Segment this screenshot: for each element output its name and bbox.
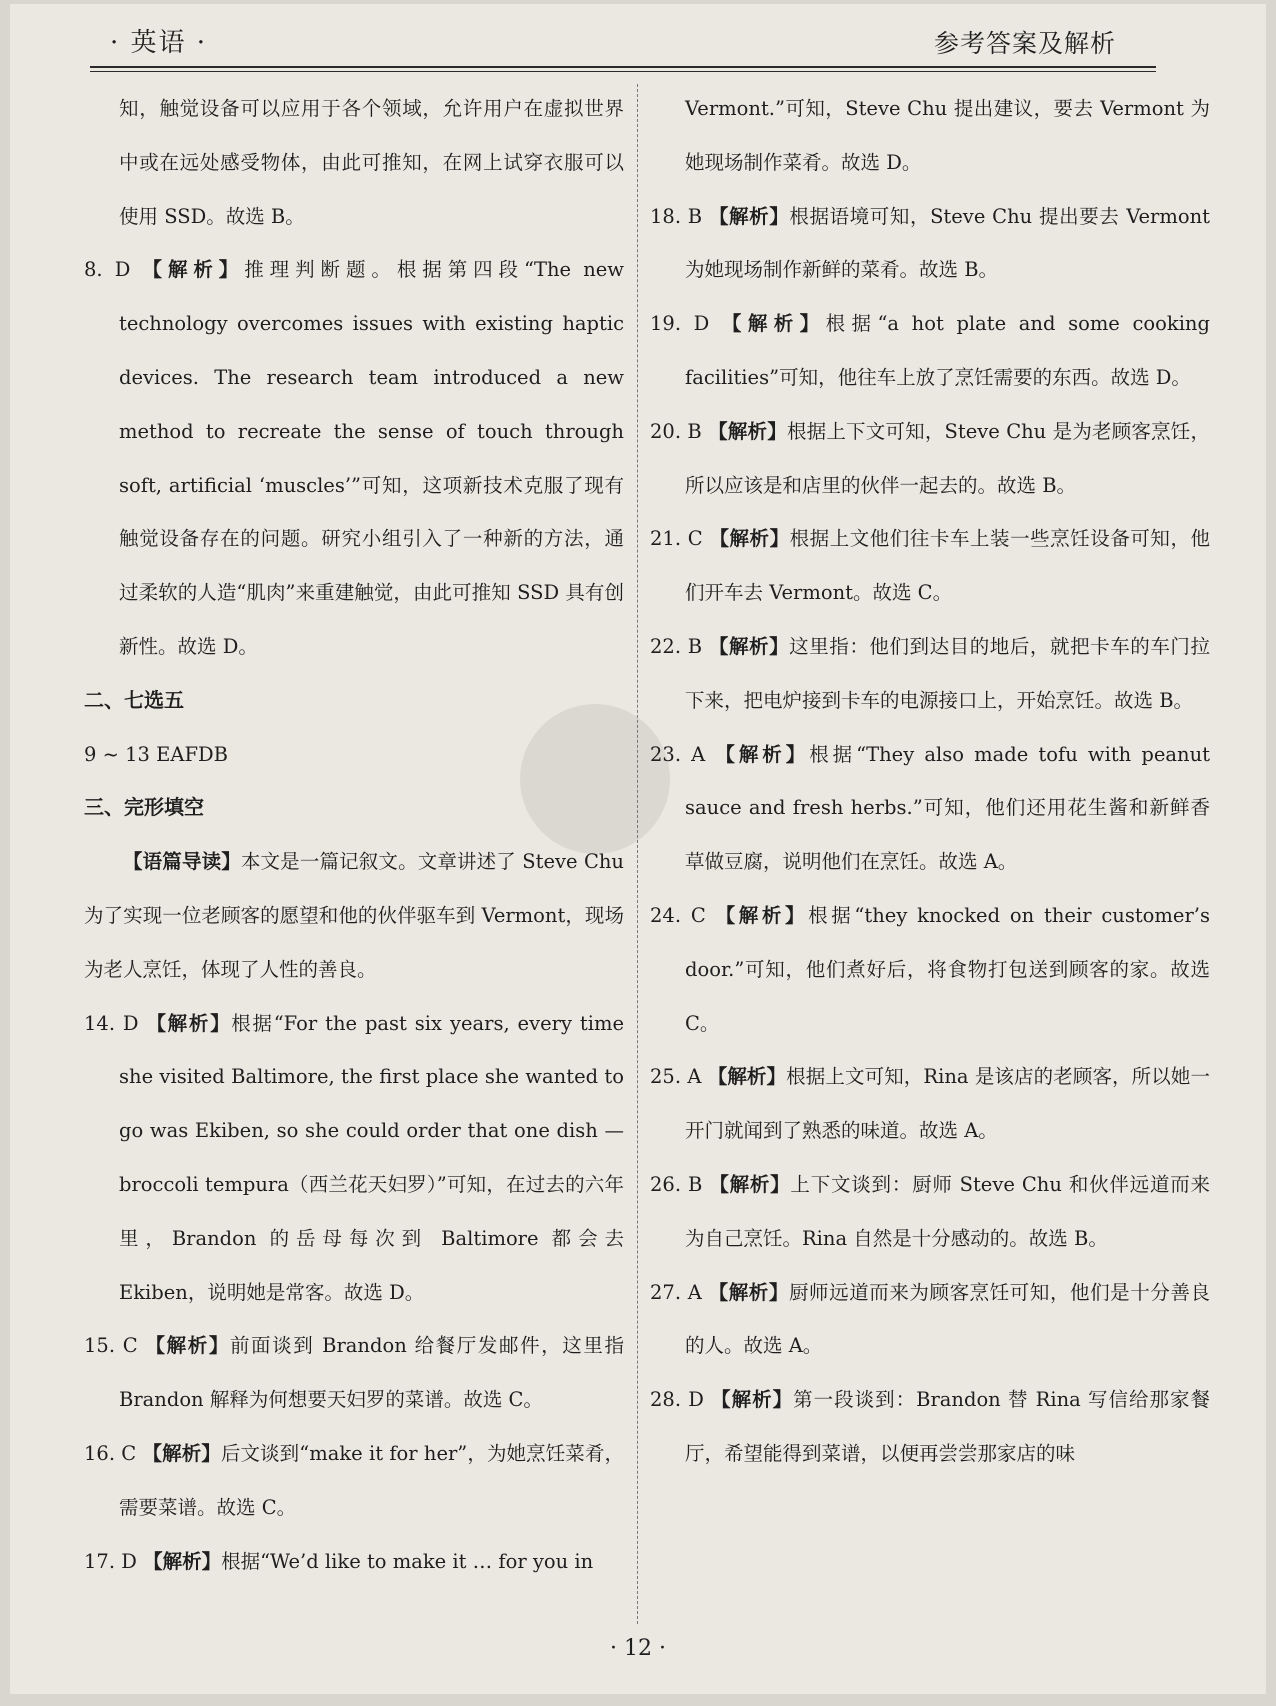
answer-item-26 — [650, 1158, 1210, 1266]
answer-item-16 — [84, 1427, 624, 1535]
page-header — [10, 4, 1266, 74]
column-divider — [637, 84, 638, 1624]
header-rule-thin — [90, 71, 1156, 72]
answer-number: 26. B — [650, 1172, 703, 1196]
analysis-text: 根据“They also made tofu with peanut sauce and fresh herbs.”可知，他们还用花生酱和新鲜香草做豆腐，说明他们在烹饪。故选 A。 — [685, 742, 1210, 874]
analysis-tag: 【解析】 — [708, 634, 790, 658]
continued-paragraph: Vermont.”可知，Steve Chu 提出建议，要去 Vermont 为她现场制作菜肴。故选 D。 — [685, 97, 1210, 174]
header-rule — [90, 66, 1156, 68]
answer-number: 22. B — [650, 634, 703, 658]
analysis-tag: 【解析】 — [707, 1065, 787, 1089]
left-column — [84, 82, 624, 1622]
analysis-tag: 【解析】 — [721, 312, 826, 336]
answer-item-15 — [84, 1319, 624, 1427]
answer-item-17 — [84, 1535, 624, 1589]
answer-item-8 — [84, 243, 624, 673]
answer-item-21 — [650, 512, 1210, 620]
analysis-tag: 【解析】 — [145, 1334, 230, 1358]
analysis-text: 根据上下文可知，Steve Chu 是为老顾客烹饪，所以应该是和店里的伙伴一起去的。故选 B。 — [685, 419, 1210, 497]
answer-number: 23. A — [650, 742, 706, 766]
analysis-tag: 【解析】 — [708, 1280, 789, 1304]
analysis-text: 根据语境可知，Steve Chu 提出要去 Vermont 为她现场制作新鲜的菜肴。故选 B。 — [685, 204, 1210, 282]
analysis-text: 根据“For the past six years, every time she visited Baltimore, the first place she wanted to go was Ekiben, so she could order that one dish — broccoli tempura（西兰花天妇罗）”可知，在过去的六年里，Brandon 的岳母每次到 Baltimore 都会去 Ekiben，说明她是常客。故选 D。 — [119, 1011, 624, 1304]
answer-number: 18. B — [650, 204, 703, 228]
analysis-text: 第一段谈到：Brandon 替 Rina 写信给那家餐厅，希望能得到菜谱，以便再尝尝那家店的味 — [685, 1388, 1210, 1465]
analysis-text: 根据上文他们往卡车上装一些烹饪设备可知，他们开车去 Vermont。故选 C。 — [685, 527, 1210, 605]
answer-number: 15. C — [84, 1334, 138, 1358]
continued-paragraph: 知，触觉设备可以应用于各个领域，允许用户在虚拟世界中或在远处感受物体，由此可推知，在网上试穿衣服可以使用 SSD。故选 B。 — [119, 97, 624, 228]
answer-item-24 — [650, 889, 1210, 1050]
answer-number: 16. C — [84, 1441, 137, 1465]
analysis-tag: 【解析】 — [142, 1441, 221, 1465]
section-title: 参考答案及解析 — [933, 29, 1116, 58]
answer-number: 24. C — [650, 903, 706, 927]
analysis-text: 根据“they knocked on their customer’s door.”可知，他们煮好后，将食物打包送到顾客的家。故选 C。 — [685, 903, 1210, 1035]
analysis-tag: 【解析】 — [709, 527, 790, 551]
analysis-text: 前面谈到 Brandon 给餐厅发邮件，这里指 Brandon 解释为何想要天妇罗的菜谱。故选 C。 — [119, 1334, 624, 1412]
answer-item-22 — [650, 620, 1210, 728]
analysis-text: 这里指：他们到达目的地后，就把卡车的车门拉下来，把电炉接到卡车的电源接口上，开始烹饪。故选 B。 — [685, 634, 1210, 712]
answer-number: 14. D — [84, 1011, 139, 1035]
analysis-text: 上下文谈到：厨师 Steve Chu 和伙伴远道而来为自己烹饪。Rina 自然是十分感动的。故选 B。 — [685, 1172, 1210, 1250]
answer-item-27 — [650, 1266, 1210, 1374]
answer-key-page — [10, 4, 1266, 1694]
analysis-tag: 【解析】 — [715, 903, 809, 927]
analysis-text: 根据上文可知，Rina 是该店的老顾客，所以她一开门就闻到了熟悉的味道。故选 A。 — [685, 1065, 1210, 1143]
answer-item-25 — [650, 1050, 1210, 1158]
analysis-text: 厨师远道而来为顾客烹饪可知，他们是十分善良的人。故选 A。 — [685, 1280, 1210, 1358]
analysis-tag: 【解析】 — [708, 204, 790, 228]
answer-number: 27. A — [650, 1280, 702, 1304]
analysis-text: 根据“a hot plate and some cooking facilities”可知，他往车上放了烹饪需要的东西。故选 D。 — [685, 312, 1210, 389]
analysis-tag: 【解析】 — [143, 1549, 222, 1573]
answer-number: 21. C — [650, 527, 703, 551]
answer-number: 25. A — [650, 1065, 702, 1089]
analysis-text: 推理判断题。根据第四段“The new technology overcomes issues with existing haptic devices. The research team introduced a new method to recreate the sense of touch through soft, artificial ‘muscles’”可知，这项新技术克服了现有触觉设备存在的问题。研究小组引入了一种新的方法，通过柔软的人造“肌肉”来重建触觉，由此可推知 SSD 具有创新性。故选 D。 — [119, 258, 624, 658]
answer-number: 28. D — [650, 1388, 704, 1412]
right-column — [650, 82, 1210, 1622]
section-heading-2: 二、七选五 — [84, 687, 184, 712]
answers-9-13: 9 ~ 13 EAFDB — [84, 742, 228, 766]
answer-item-19 — [650, 297, 1210, 405]
analysis-text: 后文谈到“make it for her”，为她烹饪菜肴，需要菜谱。故选 C。 — [119, 1441, 624, 1519]
intro-text: 本文是一篇记叙文。文章讲述了 Steve Chu 为了实现一位老顾客的愿望和他的伙伴驱车到 Vermont，现场为老人烹饪，体现了人性的善良。 — [84, 850, 624, 981]
answer-item-20 — [650, 405, 1210, 513]
answer-item-23 — [650, 728, 1210, 889]
intro-tag: 【语篇导读】 — [123, 850, 241, 874]
analysis-tag: 【解析】 — [709, 1172, 791, 1196]
analysis-tag: 【解析】 — [146, 1011, 232, 1035]
section-heading-3: 三、完形填空 — [84, 795, 204, 820]
analysis-text: 根据“We’d like to make it … for you in — [221, 1549, 594, 1573]
answer-number: 20. B — [650, 419, 702, 443]
answer-item-18 — [650, 190, 1210, 298]
passage-intro — [84, 835, 624, 996]
page-number: · 12 · — [610, 1636, 666, 1661]
answer-item-28 — [650, 1373, 1210, 1481]
answer-number: 19. D — [650, 312, 710, 336]
analysis-tag: 【解析】 — [715, 742, 810, 766]
subject-label: · 英语 · — [110, 28, 208, 58]
answer-item-14 — [84, 997, 624, 1320]
analysis-tag: 【解析】 — [142, 258, 245, 282]
analysis-tag: 【解析】 — [708, 419, 787, 443]
answer-number: 8. D — [84, 258, 131, 282]
analysis-tag: 【解析】 — [711, 1388, 794, 1412]
answer-number: 17. D — [84, 1549, 137, 1573]
